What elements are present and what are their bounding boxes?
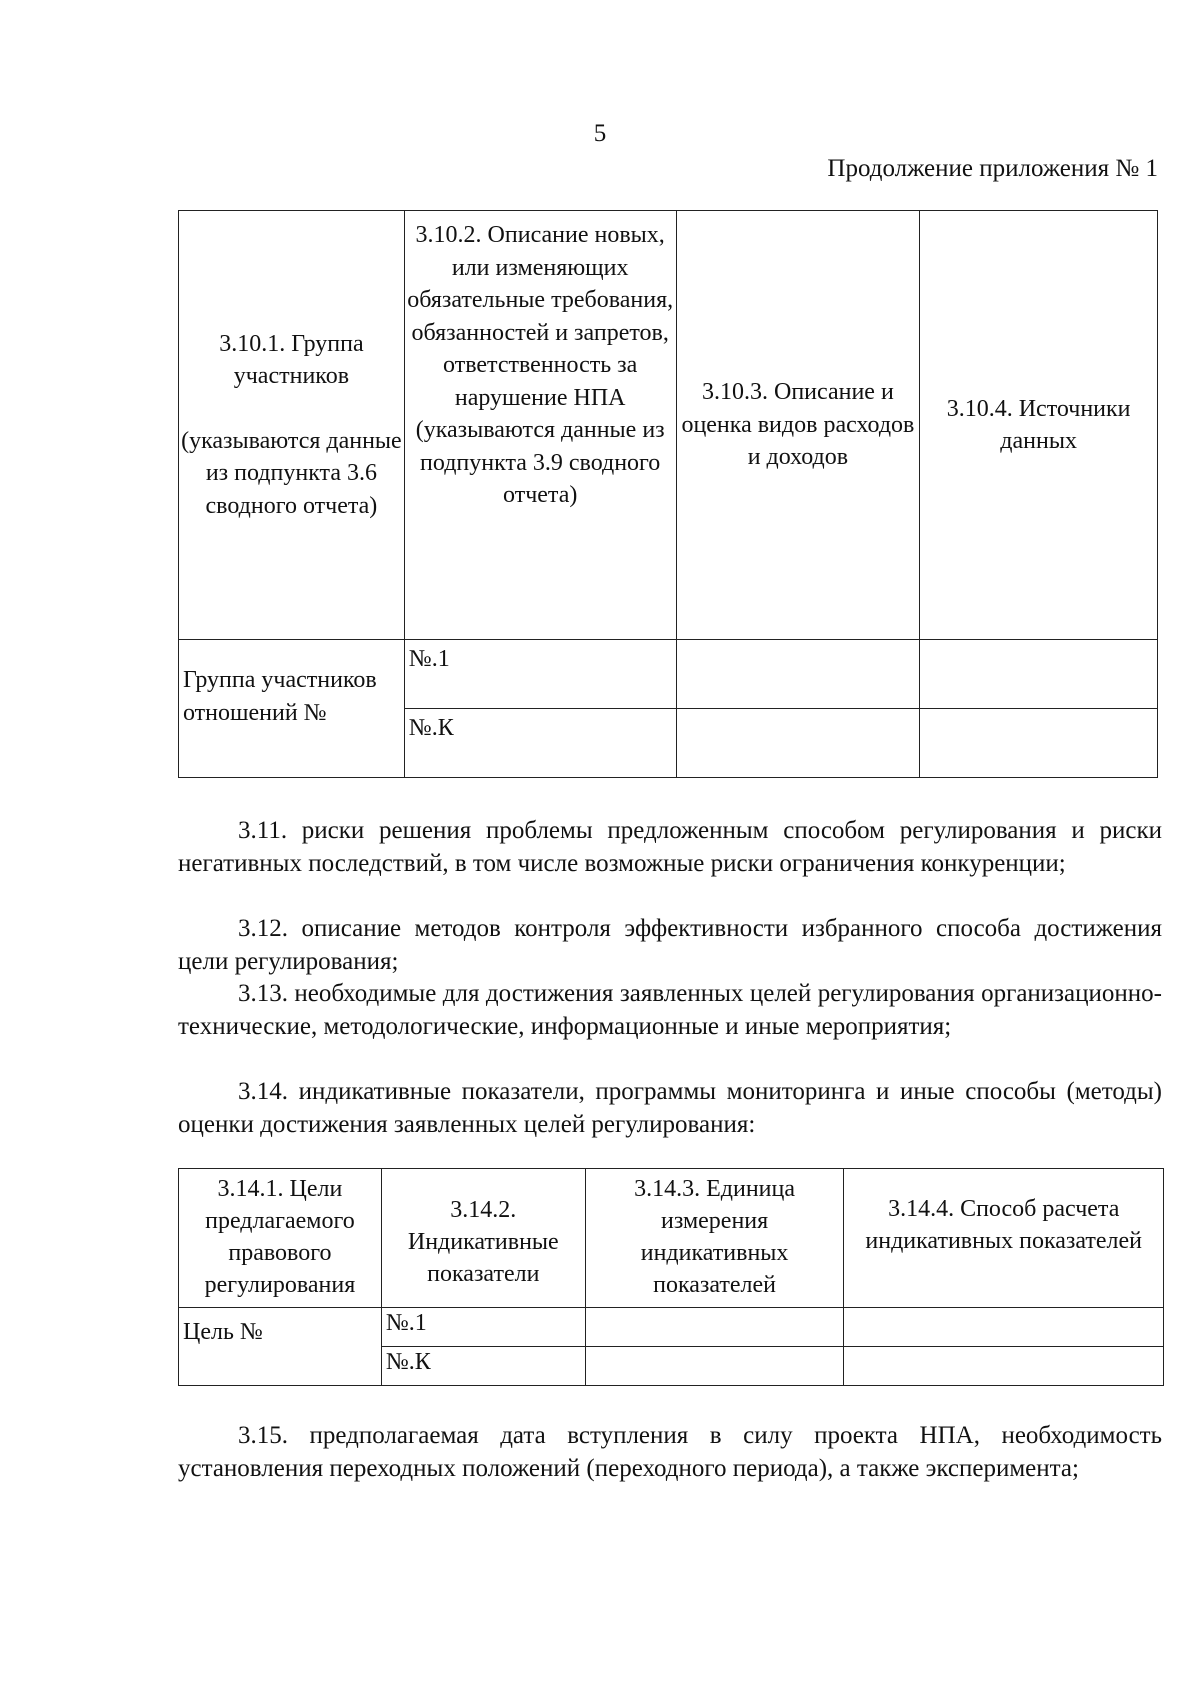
participants-table-header — [179, 211, 1158, 640]
header-cell-participants-group — [179, 211, 405, 640]
table-cell — [404, 709, 676, 778]
header-cell-regulation-goals — [179, 1169, 382, 1308]
table-cell — [844, 1347, 1164, 1386]
paragraph-3-13 — [178, 978, 1162, 1043]
header-indicators: 3.14.2. Индикативные показатели — [407, 1197, 559, 1287]
participants-group-row-label: Группа участников отношений № — [183, 667, 377, 726]
header-cell-measurement-unit — [585, 1169, 844, 1308]
header-participants-group-title: 3.10.1. Группа участников — [219, 330, 364, 390]
table-cell — [381, 1347, 585, 1386]
header-costs-income: 3.10.3. Описание и оценка видов расходов и доходов — [681, 379, 915, 471]
row-number-k: №.К — [385, 1349, 431, 1375]
header-calculation-method: 3.14.4. Способ расчета индикативных показателей — [865, 1196, 1143, 1254]
paragraph-3-15-text: 3.15. предполагаемая дата вступления в силу проекта НПА, необходимость установления переходных положений (переходного периода), а также эксперимента; — [178, 1422, 1162, 1482]
table-row — [179, 1308, 1164, 1347]
header-cell-indicators — [381, 1169, 585, 1308]
paragraph-3-14-text: 3.14. индикативные показатели, программы мониторинга и иные способы (методы) оценки достижения заявленных целей регулирования: — [178, 1078, 1162, 1138]
table-cell — [585, 1347, 844, 1386]
row-number-1: №.1 — [385, 1310, 427, 1336]
header-cell-costs-income — [676, 211, 920, 640]
header-cell-data-sources — [920, 211, 1158, 640]
table-row — [179, 640, 1158, 709]
header-participants-group-note: (указываются данные из подпункта 3.6 сводного отчета) — [181, 427, 402, 519]
header-cell-requirements-description — [404, 211, 676, 640]
table-cell — [585, 1308, 844, 1347]
appendix-continuation-label: Продолжение приложения № 1 — [827, 155, 1158, 182]
paragraph-3-12-text: 3.12. описание методов контроля эффективности избранного способа достижения цели регулирования; — [178, 915, 1162, 975]
table-cell — [844, 1308, 1164, 1347]
indicators-table-header — [179, 1169, 1164, 1308]
paragraph-3-15 — [178, 1420, 1162, 1485]
goal-row-label: Цель № — [183, 1319, 263, 1345]
table-cell — [676, 640, 920, 709]
header-regulation-goals: 3.14.1. Цели предлагаемого правового регулирования — [204, 1176, 356, 1298]
paragraph-3-11-text: 3.11. риски решения проблемы предложенным способом регулирования и риски негативных последствий, в том числе возможные риски ограничения конкуренции; — [178, 817, 1162, 877]
paragraph-3-13-text: 3.13. необходимые для достижения заявленных целей регулирования организационно-технические, методологические, информационные и иные мероприятия; — [178, 980, 1162, 1040]
table-cell — [381, 1308, 585, 1347]
indicators-table — [178, 1168, 1164, 1386]
row-label-cell — [179, 640, 405, 778]
paragraph-3-14 — [178, 1076, 1162, 1141]
row-label-cell — [179, 1308, 382, 1386]
header-cell-calculation-method — [844, 1169, 1164, 1308]
table-cell — [404, 640, 676, 709]
table-cell — [920, 640, 1158, 709]
table-cell — [676, 709, 920, 778]
paragraph-3-11 — [178, 815, 1162, 880]
header-measurement-unit: 3.14.3. Единица измерения индикативных показателей — [634, 1176, 796, 1298]
header-requirements-description: 3.10.2. Описание новых, или изменяющих обязательные требования, обязанностей и запретов, ответственность за нарушение НПА (указываются данные из подпункта 3.9 сводного отчета) — [407, 222, 674, 508]
page-number: 5 — [593, 120, 607, 147]
table-cell — [920, 709, 1158, 778]
row-number-1: №.1 — [408, 646, 450, 672]
paragraph-3-12 — [178, 913, 1162, 978]
header-data-sources: 3.10.4. Источники данных — [946, 395, 1131, 454]
participants-table — [178, 210, 1158, 778]
row-number-k: №.К — [408, 715, 454, 741]
